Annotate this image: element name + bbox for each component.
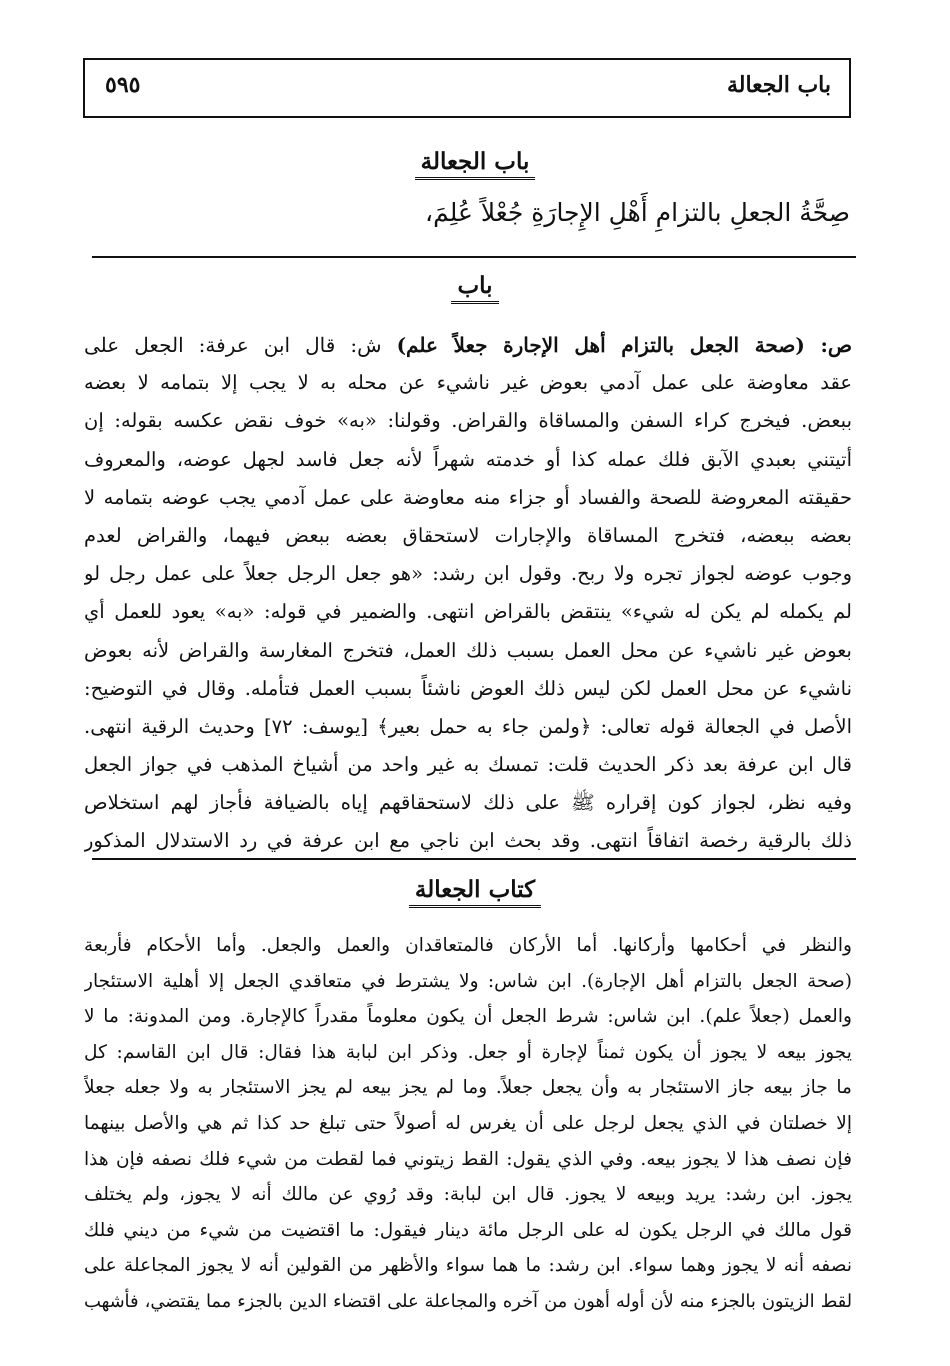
book-text-line: نصفه أنه لا يجوز وهما سواء. ابن رشد: ما هما سواء والأظهر من القولين أنه لا يجوز المجاعلة على	[84, 1255, 852, 1277]
book-title-text: كتاب الجعالة	[409, 876, 541, 908]
book-text-line: والعمل (جعلاً علم). ابن شاس: شرط الجعل أن يكون معلوماً مقدراً كالإجارة. ومن المدونة: ما لا	[84, 1006, 852, 1028]
commentary-line: ناشيء عن محل العمل لكن ليس ذلك العوض ناشئاً بسبب العمل فتأمله. وقال في التوضيح:	[84, 676, 852, 700]
commentary-line: أتيتني بعبدي الآبق فلك عمله كذا أو خدمته شهراً لأنه جعل فاسد لجهل عوضه، والمعروف	[84, 447, 852, 471]
book-text-line: قول مالك في الرجل يكون له على الرجل مائة دينار فيقول: ما اقتضيت من شيء من ديني فلك	[84, 1219, 852, 1241]
matn-text: صِحَّةُ الجعلِ بالتزامِ أَهْلِ الإِجارَةِ جُعْلاً عُلِمَ،	[425, 198, 850, 227]
commentary-line: ذلك بالرقية رخصة اتفاقاً انتهى. وقد بحث ابن ناجي مع ابن عرفة في رد الاستدلال المذكور	[84, 829, 852, 853]
commentary-line: وفيه نظر، لجواز كون إقراره ﷺ على ذلك لاستحقاقهم إياه بالضيافة فأجاز لهم استخلاص	[84, 791, 852, 815]
commentary-block	[84, 326, 852, 861]
commentary-line: قال ابن عرفة بعد ذكر الحديث قلت: تمسك به غير واحد من أشياخ المذهب في جواز الجعل	[84, 753, 852, 777]
commentary-opening: ص: (صحة الجعل بالتزام أهل الإجارة جعلاً علم)	[396, 333, 852, 357]
book-text-line: فإن نصف هذا لا يجوز بيعه. وفي الذي يقول: القط زيتوني فما لقطت من شيء فلك نصفه فإن هذا	[84, 1148, 852, 1170]
book-text-line: (صحة الجعل بالتزام أهل الإجارة). ابن شاس: ولا يشترط في متعاقدي الجعل إلا أهلية الاستئجار	[84, 970, 852, 992]
sub-heading-text: باب	[451, 272, 498, 304]
book-title	[0, 876, 950, 903]
book-text-line: يجوز بيعه لا يجوز أن يكون ثمناً لإجارة أو جعل. وذكر ابن لبابة هذا فقال: قال ابن القاسم: كل	[84, 1041, 852, 1063]
commentary-line: لم يكمله لم يكن له شيء» ينتقض بالقراض انتهى. والضمير في قوله: «به» يعود للعمل أي	[84, 600, 852, 624]
book-text-line: ما جاز بيعه جاز الاستئجار به وأن يجعل جعلاً. وما لم يجز بيعه لم يجز الاستئجار به ولا جعله جعلاً	[84, 1077, 852, 1099]
page-number: ٥٩٥	[105, 72, 141, 98]
section-title-text: باب الجعالة	[415, 148, 536, 180]
book-text-line: والنظر في أحكامها وأركانها. أما الأركان فالمتعاقدان والعمل والجعل. وأما الأحكام فأربعة	[84, 935, 852, 956]
commentary-line: حقيقته المعروضة للصحة والفساد أو جزاء منه معاوضة على عمل آدمي يجب عوضه بتمامه لا	[84, 485, 852, 509]
commentary-line: عقد معاوضة على عمل آدمي بعوض غير ناشيء عن محله به لا يجب إلا بتمامه لا بعضه	[84, 371, 852, 395]
commentary-line: ببعض. فيخرج كراء السفن والمساقاة والقراض. وقولنا: «به» خوف نقض عكسه بقوله: إن	[84, 409, 852, 433]
commentary-line: الأصل في الجعالة قوله تعالى: ﴿ولمن جاء به حمل بعير﴾ [يوسف: ٧٢] وحديث الرقية انتهى.	[84, 714, 852, 738]
book-text-line: إلا خصلتان في الذي يجعل لرجل على أن يغرس له أصولاً حتى تبلغ حد كذا ثم هي والأصل بينهما	[84, 1112, 852, 1134]
commentary-line: بعضه ببعضه، فتخرج المساقاة والإجارات لاستحقاق بعضه ببعض فيهما، والقراض لعدم	[84, 523, 852, 547]
commentary-line: بعوض غير ناشيء عن محل العمل بسبب ذلك العمل، فتخرج المغارسة والقراض لأنه بعوض	[84, 638, 852, 662]
book-text-block	[84, 928, 852, 1320]
book-text-line: لقط الزيتون بالجزء منه لأن أوله أهون من آخره والمجاعلة على اقتضاء الدين بالجزء مما يقتضي، فأشهب	[84, 1290, 852, 1312]
sub-heading	[0, 272, 950, 299]
divider-top	[92, 256, 856, 258]
running-header	[83, 58, 851, 118]
divider-middle	[92, 858, 856, 860]
section-title	[0, 148, 950, 175]
commentary-line: ص: (صحة الجعل بالتزام أهل الإجارة جعلاً علم) ش: قال ابن عرفة: الجعل على	[84, 333, 852, 357]
running-header-title: باب الجعالة	[726, 72, 831, 98]
commentary-line: وجوب عوضه لجواز تجره ولا ربح. وقول ابن رشد: «هو جعل الرجل جعلاً على عمل رجل لو	[84, 562, 852, 586]
book-text-line: يجوز. ابن رشد: يريد وبيعه لا يجوز. قال ابن لبابة: وقد رُوي عن مالك أنه لا يجوز، ولم يختلف	[84, 1184, 852, 1206]
